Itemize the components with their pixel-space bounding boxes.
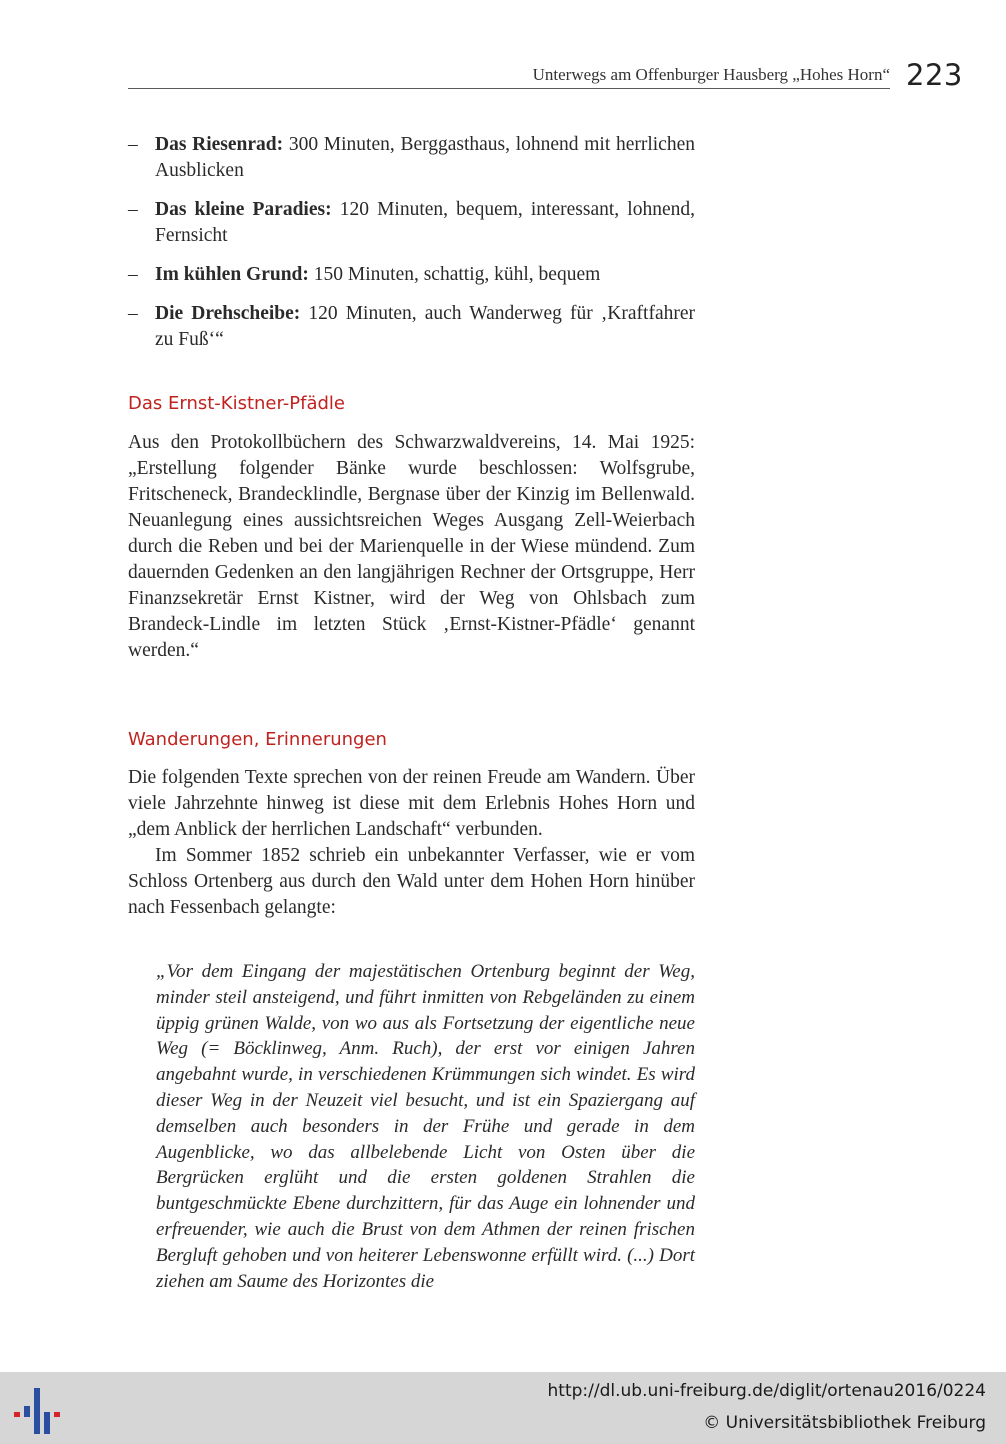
bullet-dash: – — [128, 264, 138, 285]
section-heading-kistner: Das Ernst-Kistner-Pfädle — [128, 393, 345, 414]
ub-freiburg-logo-icon — [12, 1382, 66, 1436]
bullet-dash: – — [128, 134, 138, 155]
list-item — [128, 301, 695, 353]
copyright-text: © Universitätsbibliothek Freiburg — [703, 1413, 986, 1433]
bullet-text: 120 Minuten, auch Wanderweg für ‚Kraftfahrer zu Fuß‘“ — [155, 303, 695, 350]
footer-bar — [0, 1372, 1006, 1444]
paragraph: Die folgenden Texte sprechen von der reinen Freude am Wandern. Über viele Jahrzehnte hinweg ist diese mit dem Erlebnis Hohes Horn und „dem Anblick der herrlichen Landschaft“ verbunden. — [128, 767, 695, 840]
paragraph: Aus den Protokollbüchern des Schwarzwaldvereins, 14. Mai 1925: „Erstellung folgender Bänke wurde beschlossen: Wolfsgrube, Fritscheneck, Brandecklindle, Bergnase über der Kinzig im Bellenwald. Neuanlegung eines aussichtsreichen Weges Ausgang Zell-Weierbach durch die Reben und bei der Marienquelle in der Wiese mündend. Zum dauernden Gedenken an den langjährigen Rechner der Ortsgruppe, Herr Finanzsekretär Ernst Kistner, wird der Weg von Ohlsbach zum Brandeck-Lindle im letzten Stück ‚Ernst-Kistner-Pfädle‘ genannt werden.“ — [128, 432, 695, 661]
running-title: Unterwegs am Offenburger Hausberg „Hohes Horn“ — [128, 62, 890, 89]
bullet-title: Das Riesenrad: — [155, 134, 284, 155]
bullet-text: 150 Minuten, schattig, kühl, bequem — [308, 264, 601, 285]
section-kistner-body — [128, 430, 695, 664]
bullet-title: Das kleine Paradies: — [155, 199, 332, 220]
source-url-link[interactable]: http://dl.ub.uni-freiburg.de/diglit/ortenau2016/0224 — [547, 1381, 986, 1401]
section-wanderungen-body — [128, 765, 695, 921]
section-heading-wanderungen: Wanderungen, Erinnerungen — [128, 729, 387, 750]
bullet-dash: – — [128, 199, 138, 220]
bullet-text: 120 Minuten, bequem, interessant, lohnend, Fernsicht — [155, 199, 695, 246]
bullet-dash: – — [128, 303, 138, 324]
list-item — [128, 132, 695, 184]
page-number: 223 — [906, 58, 963, 92]
paragraph: Im Sommer 1852 schrieb ein unbekannter Verfasser, wie er vom Schloss Ortenberg aus durch den Wald unter dem Hohen Horn hinüber nach Fessenbach gelangte: — [128, 845, 695, 918]
block-quote: „Vor dem Eingang der majestätischen Ortenburg beginnt der Weg, minder steil ansteigend, und führt inmitten von Rebgeländen zu einem üppig grünen Walde, von wo aus als Fortsetzung der eigentliche neue Weg (= Böcklinweg, Anm. Ruch), der erst vor einigen Jahren angebahnt wurde, in verschiedenen Krümmungen sich windet. Es wird dieser Weg in der Neuzeit viel besucht, und ist ein Spaziergang auf demselben auch besonders in der Frühe und gerade in dem Augenblicke, wo das allbelebende Licht von Osten über die Bergrücken erglüht und die ersten goldenen Strahlen die buntgeschmückte Ebene durchzittern, für das Auge ein lohnender und erfreuender, wie auch die Brust von dem Athmen der reinen frischen Bergluft gehoben und von heiterer Lebenswonne erfüllt wird. (...) Dort ziehen am Saume des Horizontes die — [156, 961, 695, 1292]
list-item — [128, 197, 695, 249]
bullet-text: 300 Minuten, Berggasthaus, lohnend mit herrlichen Ausblicken — [155, 134, 695, 181]
bullet-title: Die Drehscheibe: — [155, 303, 301, 324]
bullet-title: Im kühlen Grund: — [155, 264, 309, 285]
bullet-list — [128, 132, 695, 366]
list-item — [128, 262, 695, 288]
